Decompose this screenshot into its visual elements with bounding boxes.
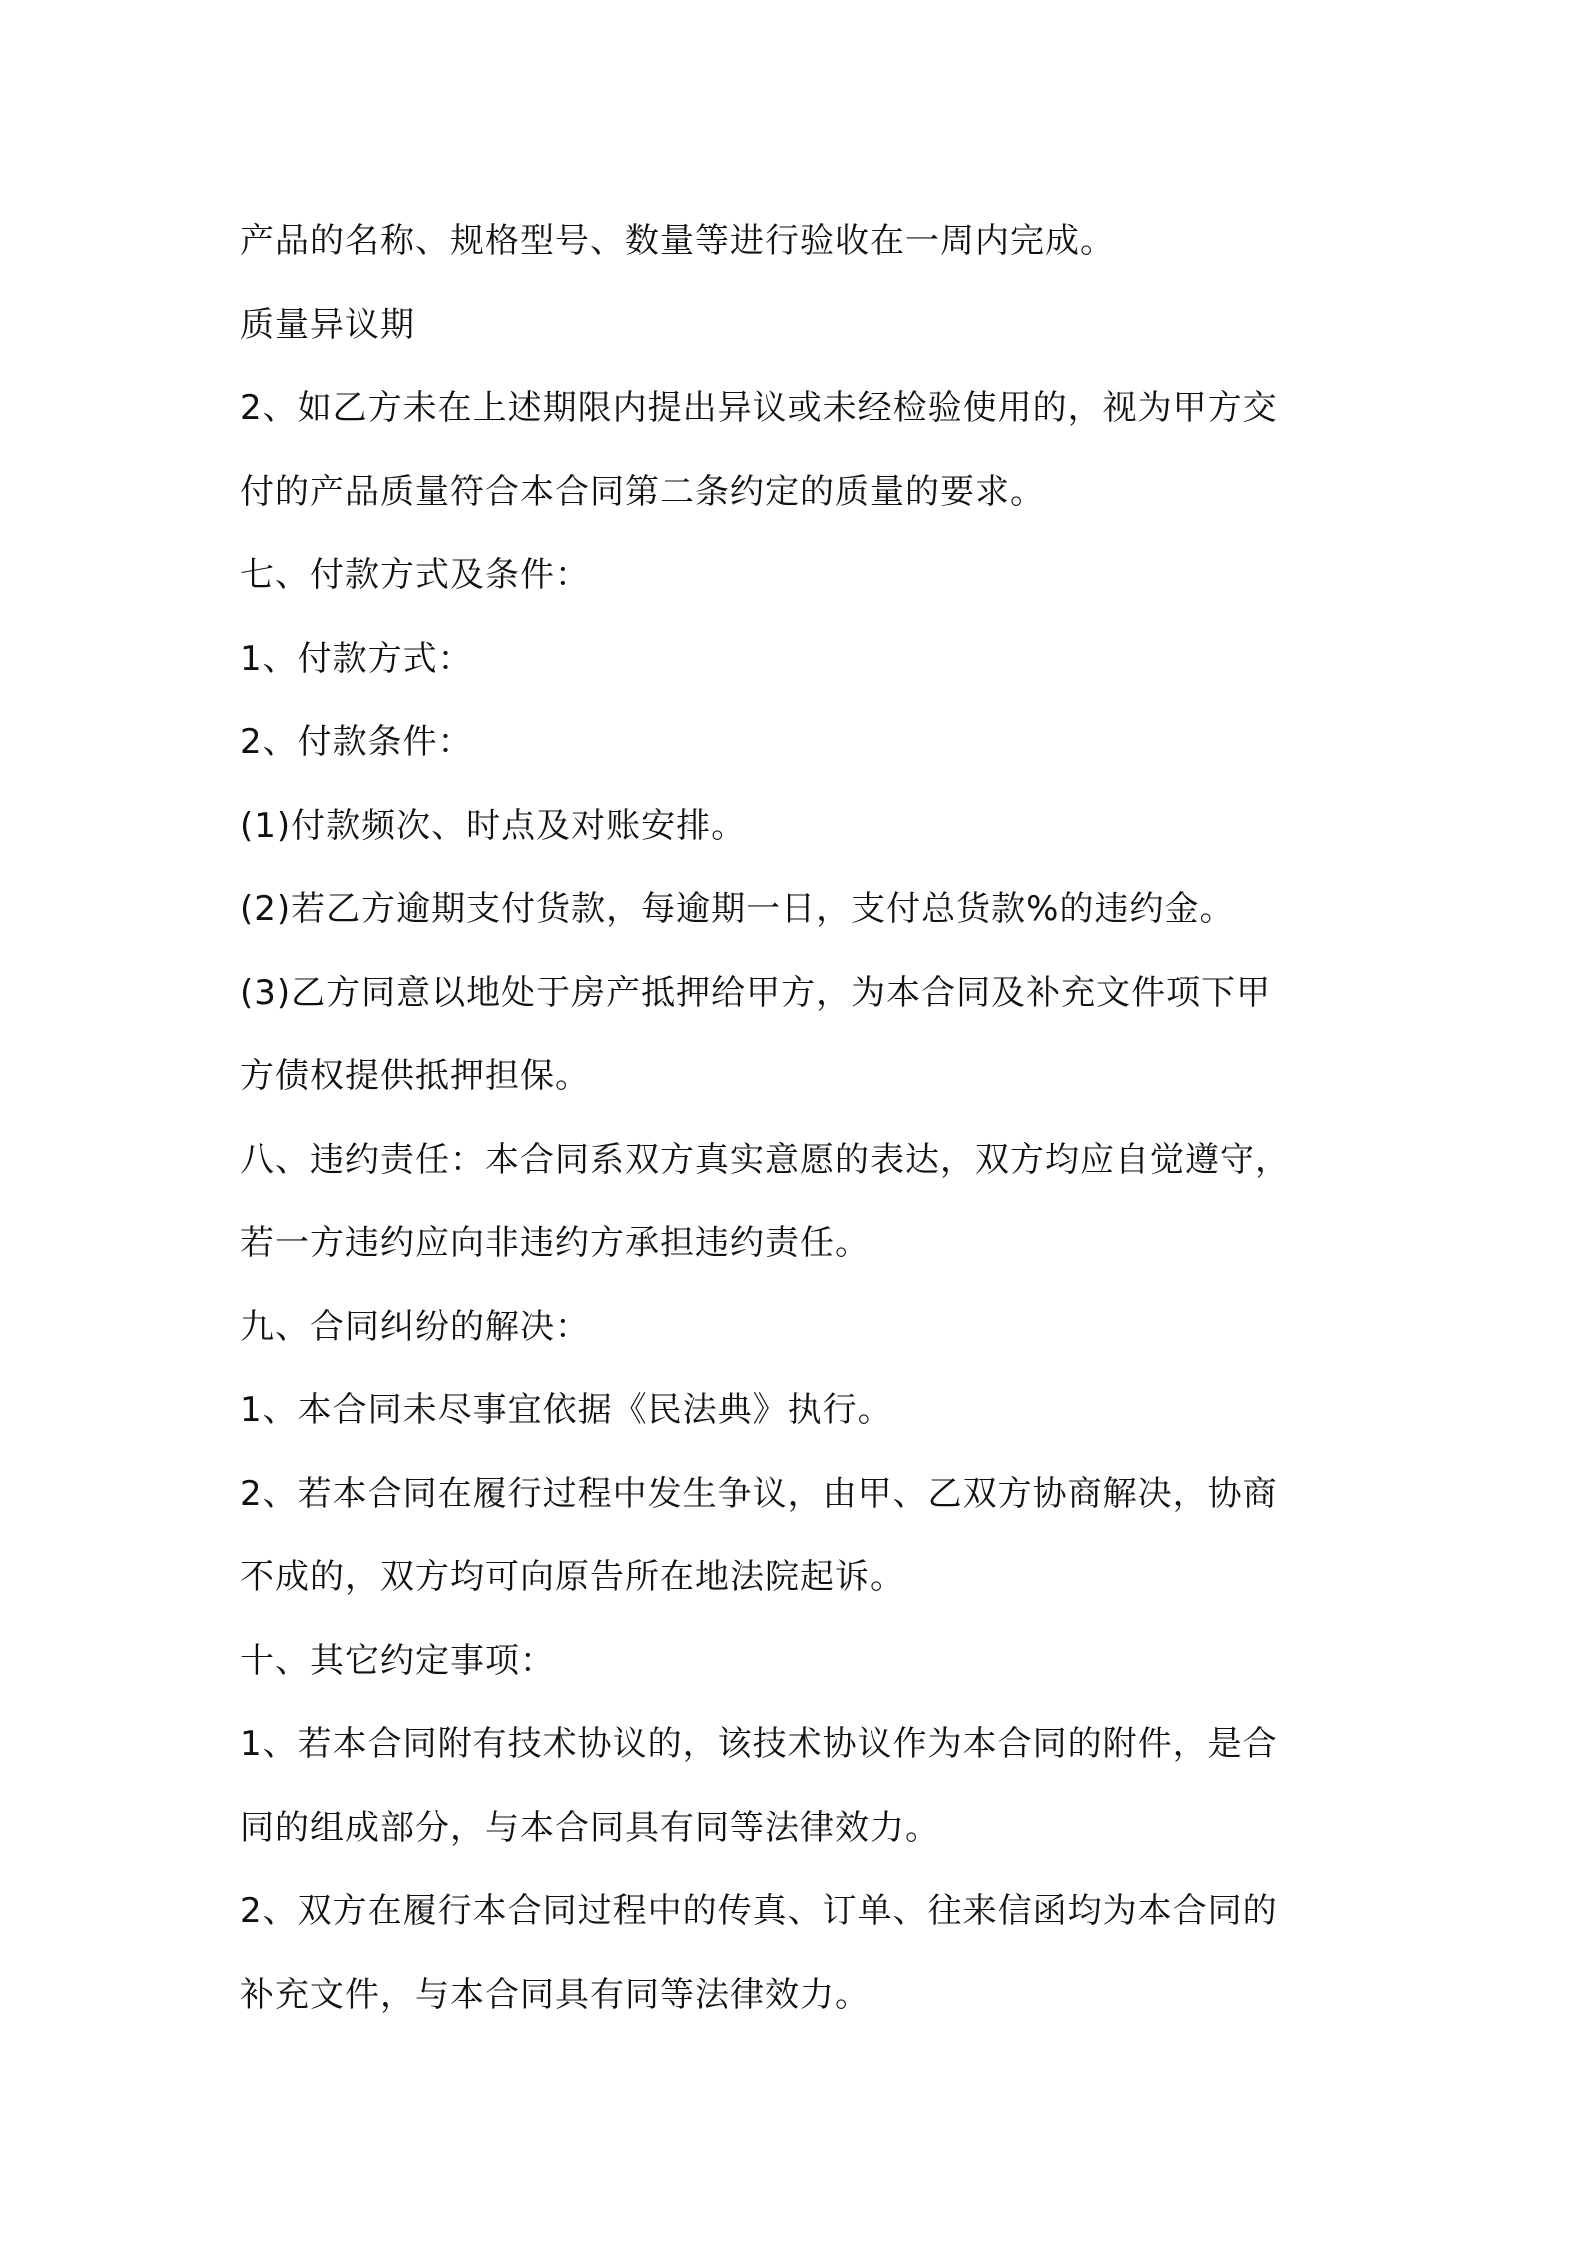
section-heading-disputes: 九、合同纠纷的解决： — [240, 1306, 590, 1347]
section-heading-payment: 七、付款方式及条件： — [240, 555, 590, 595]
section-heading-liability-b: 若一方违约应向非违约方承担违约责任。 — [240, 1223, 870, 1263]
text-line-payment-item-2: (2)若乙方逾期支付货款，每逾期一日，支付总货款%的违约金。 — [240, 889, 1235, 929]
document-body — [240, 200, 1360, 2037]
text-line-disputes-1: 1、本合同未尽事宜依据《民法典》执行。 — [240, 1390, 893, 1430]
text-line-payment-conditions: 2、付款条件： — [240, 722, 473, 762]
text-line-payment-method: 1、付款方式： — [240, 638, 473, 679]
text-line-clause-6-2b: 付的产品质量符合本合同第二条约定的质量的要求。 — [240, 471, 1045, 512]
text-line-quality-objection-period: 质量异议期 — [240, 304, 415, 345]
text-line-clause-6-2a: 2、如乙方未在上述期限内提出异议或未经检验使用的，视为甲方交 — [240, 388, 1278, 428]
text-line-other-2b: 补充文件，与本合同具有同等法律效力。 — [240, 1974, 870, 2015]
section-heading-liability-a: 八、违约责任：本合同系双方真实意愿的表达，双方均应自觉遵守， — [240, 1139, 1290, 1180]
text-line-acceptance: 产品的名称、规格型号、数量等进行验收在一周内完成。 — [240, 221, 1115, 261]
text-line-other-1b: 同的组成部分，与本合同具有同等法律效力。 — [240, 1807, 940, 1848]
text-line-disputes-2a: 2、若本合同在履行过程中发生争议，由甲、乙双方协商解决，协商 — [240, 1473, 1278, 1514]
text-line-payment-item-3b: 方债权提供抵押担保。 — [240, 1056, 590, 1096]
text-line-other-1a: 1、若本合同附有技术协议的，该技术协议作为本合同的附件，是合 — [240, 1724, 1278, 1764]
section-heading-other-matters: 十、其它约定事项： — [240, 1640, 555, 1681]
text-line-payment-item-1: (1)付款频次、时点及对账安排。 — [240, 805, 747, 846]
text-line-payment-item-3a: (3)乙方同意以地处于房产抵押给甲方，为本合同及补充文件项下甲 — [240, 972, 1272, 1013]
text-line-other-2a: 2、双方在履行本合同过程中的传真、订单、往来信函均为本合同的 — [240, 1891, 1278, 1931]
text-line-disputes-2b: 不成的，双方均可向原告所在地法院起诉。 — [240, 1557, 905, 1597]
